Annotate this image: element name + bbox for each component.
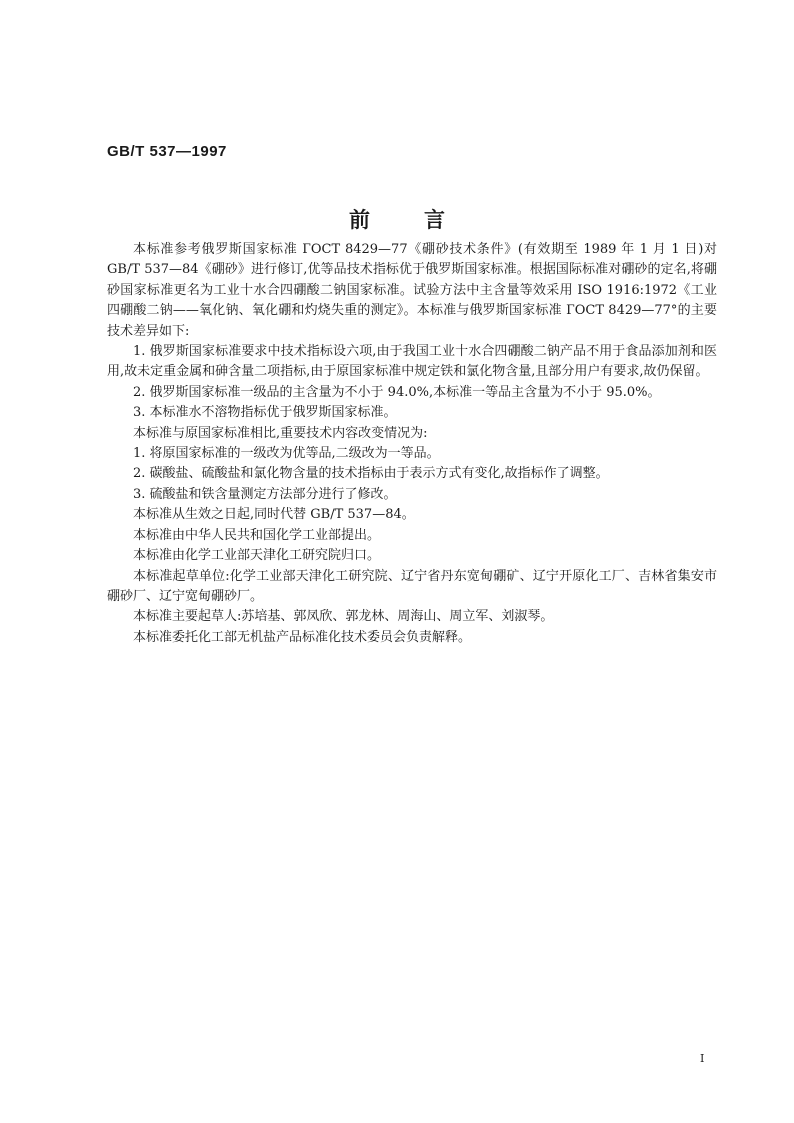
paragraph: 3. 本标准水不溶物指标优于俄罗斯国家标准。 — [133, 405, 397, 421]
paragraph: 本标准与原国家标准相比,重要技术内容改变情况为: — [133, 425, 428, 441]
page-title: 前言 — [349, 208, 499, 232]
paragraph: 本标准参考俄罗斯国家标准 ГОСТ 8429—77《硼砂技术条件》(有效期至 1989 年 1 月 1 日)对 GB/T 537—84《硼砂》进行修订,优等品技术指标优于俄罗斯国家标准。根据国际标准对硼砂的定名,将硼砂国家标准更名为工业十水合四硼酸二钠国家标准。试验方法中主含量等效采用 ISO 1916:1972《工业四硼酸二钠——氧化钠、氧化硼和灼烧失重的测定》。本标准与俄罗斯国家标准 ГОСТ 8429—77°的主要技术差异如下: — [107, 242, 717, 339]
paragraph: 2. 碳酸盐、硫酸盐和氯化物含量的技术指标由于表示方式有变化,故指标作了调整。 — [133, 466, 609, 482]
standard-code: GB/T 537—1997 — [107, 143, 227, 160]
paragraph: 1. 俄罗斯国家标准要求中技术指标设六项,由于我国工业十水合四硼酸二钠产品不用于食品添加剂和医用,故未定重金属和砷含量二项指标,由于原国家标准中规定铁和氯化物含量,且部分用户有要求,故仍保留。 — [107, 344, 717, 380]
foreword-body — [107, 240, 717, 648]
paragraph: 本标准由中华人民共和国化学工业部提出。 — [133, 527, 381, 543]
paragraph: 本标准由化学工业部天津化工研究院归口。 — [133, 548, 381, 564]
paragraph: 本标准主要起草人:苏培基、郭凤欣、郭龙林、周海山、周立军、刘淑琴。 — [133, 609, 554, 625]
paragraph: 1. 将原国家标准的一级改为优等品,二级改为一等品。 — [133, 446, 440, 462]
paragraph: 3. 硫酸盐和铁含量测定方法部分进行了修改。 — [133, 486, 397, 502]
paragraph: 2. 俄罗斯国家标准一级品的主含量为不小于 94.0%,本标准一等品主含量为不小于 95.0%。 — [133, 384, 661, 400]
page-number: I — [700, 1052, 705, 1065]
paragraph: 本标准委托化工部无机盐产品标准化技术委员会负责解释。 — [133, 629, 472, 645]
paragraph: 本标准从生效之日起,同时代替 GB/T 537—84。 — [133, 507, 415, 523]
paragraph: 本标准起草单位:化学工业部天津化工研究院、辽宁省丹东宽甸硼矿、辽宁开原化工厂、吉林省集安市硼砂厂、辽宁宽甸硼砂厂。 — [107, 568, 717, 604]
